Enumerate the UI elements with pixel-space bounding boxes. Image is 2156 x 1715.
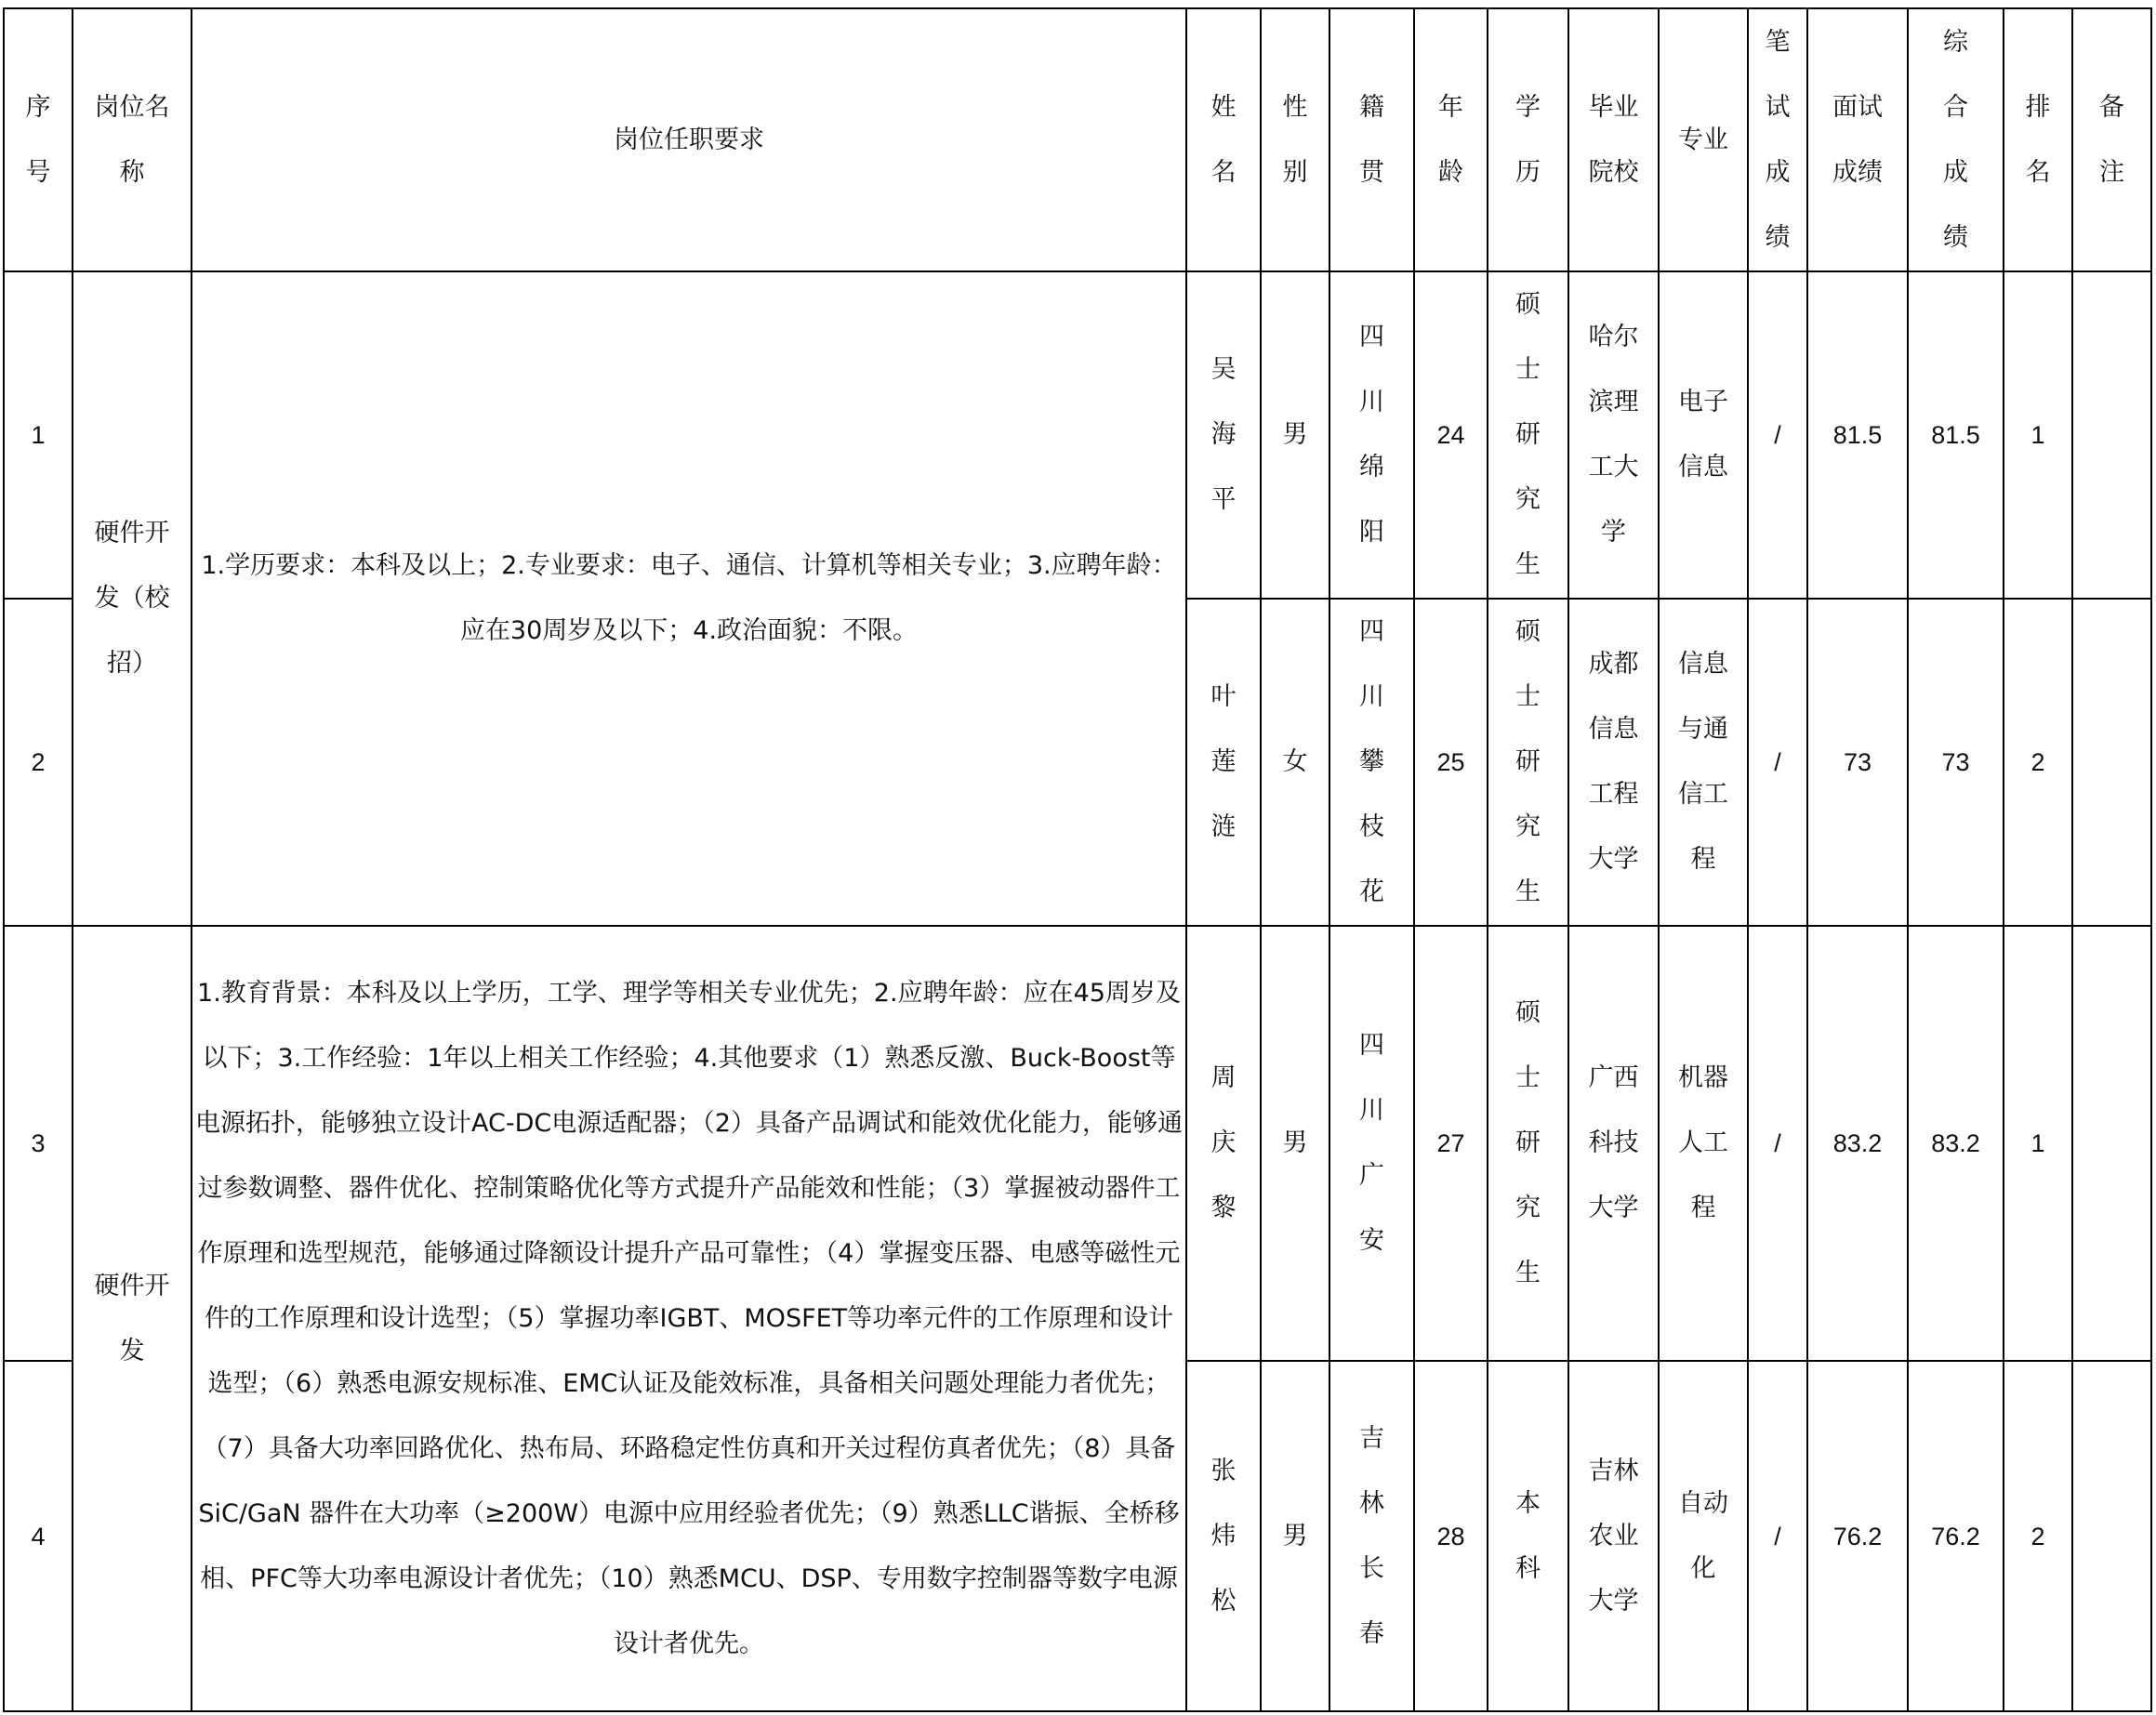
header-interview: 面试成绩 [1807,8,1908,271]
cell-seq: 3 [4,926,73,1361]
cell-rank: 2 [2004,1361,2072,1711]
cell-major: 信息与通信工程 [1659,599,1748,926]
cell-written: / [1748,926,1807,1361]
cell-origin: 四川攀枝花 [1329,599,1414,926]
cell-seq: 4 [4,1361,73,1711]
cell-rank: 1 [2004,271,2072,599]
header-remark: 备注 [2072,8,2151,271]
header-total: 综合成绩 [1908,8,2004,271]
cell-written: / [1748,271,1807,599]
header-position: 岗位名称 [73,8,192,271]
cell-total: 81.5 [1908,271,2004,599]
cell-total: 76.2 [1908,1361,2004,1711]
cell-requirements: 1.学历要求：本科及以上；2.专业要求：电子、通信、计算机等相关专业；3.应聘年龄：应在30周岁及以下；4.政治面貌：不限。 [192,271,1186,926]
cell-education: 硕士研究生 [1488,271,1568,599]
cell-gender: 男 [1261,1361,1329,1711]
cell-rank: 1 [2004,926,2072,1361]
cell-remark [2072,1361,2151,1711]
header-gender: 性别 [1261,8,1329,271]
header-row [4,8,2151,271]
cell-remark [2072,926,2151,1361]
cell-age: 25 [1414,599,1488,926]
cell-origin: 四川绵阳 [1329,271,1414,599]
cell-interview: 81.5 [1807,271,1908,599]
cell-name: 周庆黎 [1186,926,1261,1361]
cell-gender: 女 [1261,599,1329,926]
header-seq: 序号 [4,8,73,271]
cell-written: / [1748,599,1807,926]
cell-education: 本科 [1488,1361,1568,1711]
cell-seq: 1 [4,271,73,599]
header-requirements: 岗位任职要求 [192,8,1186,271]
cell-age: 28 [1414,1361,1488,1711]
cell-written: / [1748,1361,1807,1711]
cell-position: 硬件开发 [73,926,192,1711]
cell-school: 广西科技大学 [1568,926,1659,1361]
header-origin: 籍贯 [1329,8,1414,271]
cell-interview: 76.2 [1807,1361,1908,1711]
header-rank: 排名 [2004,8,2072,271]
header-age: 年龄 [1414,8,1488,271]
cell-position: 硬件开发（校招） [73,271,192,926]
cell-school: 成都信息工程大学 [1568,599,1659,926]
cell-total: 73 [1908,599,2004,926]
cell-gender: 男 [1261,271,1329,599]
cell-major: 机器人工程 [1659,926,1748,1361]
header-written: 笔试成绩 [1748,8,1807,271]
cell-origin: 吉林长春 [1329,1361,1414,1711]
header-education: 学历 [1488,8,1568,271]
header-name: 姓名 [1186,8,1261,271]
cell-total: 83.2 [1908,926,2004,1361]
cell-interview: 83.2 [1807,926,1908,1361]
header-major: 专业 [1659,8,1748,271]
cell-interview: 73 [1807,599,1908,926]
cell-origin: 四川广安 [1329,926,1414,1361]
table-row [4,271,2151,599]
cell-gender: 男 [1261,926,1329,1361]
cell-requirements: 1.教育背景：本科及以上学历，工学、理学等相关专业优先；2.应聘年龄：应在45周岁及以下；3.工作经验：1年以上相关工作经验；4.其他要求（1）熟悉反激、Buck-Boost等电源拓扑，能够独立设计AC-DC电源适配器；（2）具备产品调试和能效优化能力，能够通过参数调整、器件优化、控制策略优化等方式提升产品能效和性能；（3）掌握被动器件工作原理和选型规范，能够通过降额设计提升产品可靠性；（4）掌握变压器、电感等磁性元件的工作原理和设计选型；（5）掌握功率IGBT、MOSFET等功率元件的工作原理和设计选型；（6）熟悉电源安规标准、EMC认证及能效标准，具备相关问题处理能力者优先；（7）具备大功率回路优化、热布局、环路稳定性仿真和开关过程仿真者优先；（8）具备SiC/GaN 器件在大功率（≥200W）电源中应用经验者优先；（9）熟悉LLC谐振、全桥移相、PFC等大功率电源设计者优先；（10）熟悉MCU、DSP、专用数字控制器等数字电源设计者优先。 [192,926,1186,1711]
cell-age: 24 [1414,271,1488,599]
cell-major: 自动化 [1659,1361,1748,1711]
table-row [4,926,2151,1361]
cell-education: 硕士研究生 [1488,926,1568,1361]
header-school: 毕业院校 [1568,8,1659,271]
results-table [3,7,2152,1712]
cell-school: 哈尔滨理工大学 [1568,271,1659,599]
cell-education: 硕士研究生 [1488,599,1568,926]
cell-age: 27 [1414,926,1488,1361]
cell-remark [2072,599,2151,926]
cell-name: 张炜松 [1186,1361,1261,1711]
cell-seq: 2 [4,599,73,926]
cell-rank: 2 [2004,599,2072,926]
cell-name: 叶莲涟 [1186,599,1261,926]
cell-remark [2072,271,2151,599]
cell-major: 电子信息 [1659,271,1748,599]
cell-name: 吴海平 [1186,271,1261,599]
cell-school: 吉林农业大学 [1568,1361,1659,1711]
